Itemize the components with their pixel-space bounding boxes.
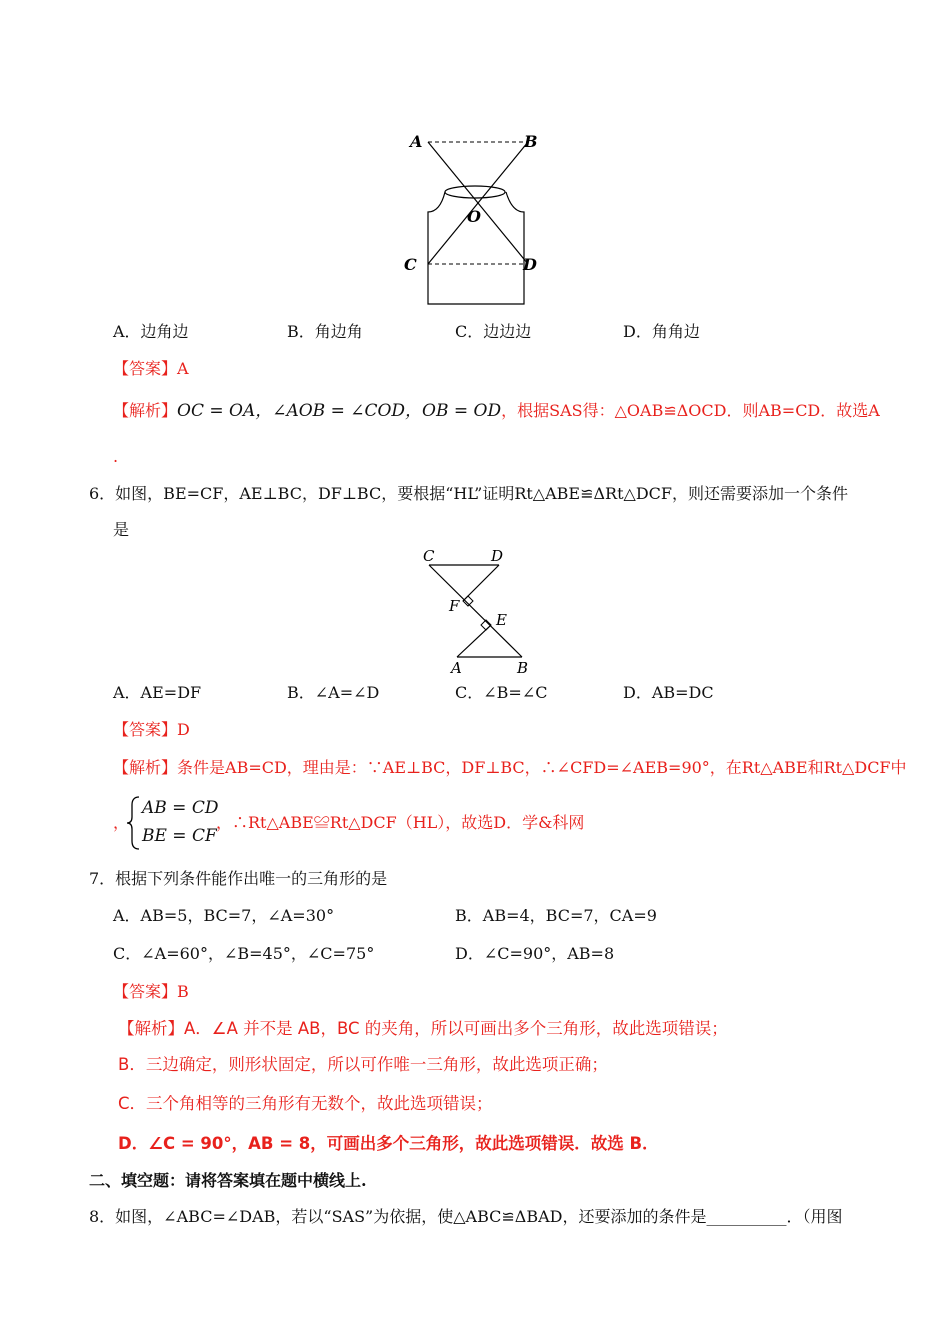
q7-stem: 7．根据下列条件能作出唯一的三角形的是 xyxy=(89,869,388,888)
q6-stem-line2: 是 xyxy=(113,520,130,539)
q6-label-b: B xyxy=(517,659,529,675)
q6-brace xyxy=(126,795,142,851)
q7-analysis-line3: C．三个角相等的三角形有无数个，故此选项错误； xyxy=(118,1094,493,1113)
q7-option-b: B．AB=4，BC=7，CA=9 xyxy=(455,906,657,925)
q5-label-o: O xyxy=(467,207,481,226)
q6-analysis-text1: 条件是AB=CD，理由是：∵AE⊥BC，DF⊥BC，∴∠CFD=∠AEB=90°，在Rt△ABE和Rt△DCF中 xyxy=(177,758,907,777)
q6-analysis-line2: ，∴Rt△ABE≌Rt△DCF（HL），故选D．学&科网 xyxy=(216,813,585,832)
q6-label-a: A xyxy=(451,659,462,675)
q5-analysis-tail: . xyxy=(113,447,119,466)
q6-label-d: D xyxy=(491,547,504,565)
q8-stem: 8．如图，∠ABC=∠DAB，若以“SAS”为依据，使△ABC≌ΔBAD，还要添加的条件是__________．（用图 xyxy=(89,1207,843,1226)
q6-figure xyxy=(415,545,540,675)
q5-figure xyxy=(400,128,550,308)
q6-option-d: D．AB=DC xyxy=(623,683,714,702)
q7-option-c: C．∠A=60°，∠B=45°，∠C=75° xyxy=(113,944,375,963)
q5-label-d: D xyxy=(523,255,537,274)
q6-answer xyxy=(113,719,190,741)
q6-line-cb xyxy=(429,565,522,657)
q7-analysis-line4: D．∠C = 90°，AB = 8，可画出多个三角形，故此选项错误．故选 B． xyxy=(118,1134,659,1153)
q7-option-d: D．∠C=90°，AB=8 xyxy=(455,944,615,963)
q7-option-a: A．AB=5，BC=7，∠A=30° xyxy=(113,906,335,925)
q6-brace-lead: ， xyxy=(113,813,130,832)
q6-answer-value: D xyxy=(177,720,190,739)
q6-option-a: A．AE=DF xyxy=(113,683,202,702)
q6-label-c: C xyxy=(423,547,435,565)
q6-right-angle-f xyxy=(463,596,473,606)
q5-option-c: C．边边边 xyxy=(455,322,532,341)
q6-brace-row1: AB = CD xyxy=(142,798,219,818)
q6-analysis-tag: 【解析】 xyxy=(113,758,178,777)
q5-option-a: A．边角边 xyxy=(113,322,189,341)
q6-answer-tag: 【答案】 xyxy=(113,720,178,739)
q6-label-f: F xyxy=(449,597,460,615)
q6-stem-line1: 6．如图，BE=CF，AE⊥BC，DF⊥BC，要根据“HL”证明Rt△ABE≌ΔRt△DCF，则还需要添加一个条件 xyxy=(89,484,849,503)
q5-vase-rim xyxy=(445,186,505,198)
q7-answer-value: B xyxy=(177,982,189,1001)
q7-answer-tag: 【答案】 xyxy=(113,982,178,1001)
q5-analysis-text: ，根据SAS得：△OAB≌ΔOCD．则AB=CD．故选A xyxy=(501,401,880,420)
q5-option-d: D．角角边 xyxy=(623,322,700,341)
q5-label-c: C xyxy=(404,255,417,274)
q6-brace-row2: BE = CF xyxy=(142,826,217,846)
q5-analysis-tag: 【解析】 xyxy=(113,401,178,420)
q5-label-a: A xyxy=(410,132,423,151)
q7-analysis-line1: 【解析】A．∠A 并不是 AB，BC 的夹角，所以可画出多个三角形，故此选项错误； xyxy=(118,1019,728,1038)
section2-heading: 二、填空题：请将答案填在题中横线上. xyxy=(89,1171,367,1190)
q6-label-e: E xyxy=(496,611,507,629)
q5-answer-tag: 【答案】 xyxy=(113,359,178,378)
q7-answer xyxy=(113,981,189,1003)
q7-analysis-line2: B．三边确定，则形状固定，所以可作唯一三角形，故此选项正确； xyxy=(118,1055,608,1074)
q6-line-df xyxy=(463,565,499,601)
q6-option-c: C．∠B=∠C xyxy=(455,683,548,702)
q6-analysis-line1 xyxy=(113,757,907,779)
q5-answer xyxy=(113,358,189,380)
q5-option-b: B．角边角 xyxy=(287,322,363,341)
q5-label-b: B xyxy=(524,132,538,151)
q6-option-b: B．∠A=∠D xyxy=(287,683,380,702)
q5-analysis-math: OC = OA，∠AOB = ∠COD，OB = OD xyxy=(177,401,502,421)
q5-answer-value: A xyxy=(177,359,189,378)
q5-analysis xyxy=(113,400,880,422)
